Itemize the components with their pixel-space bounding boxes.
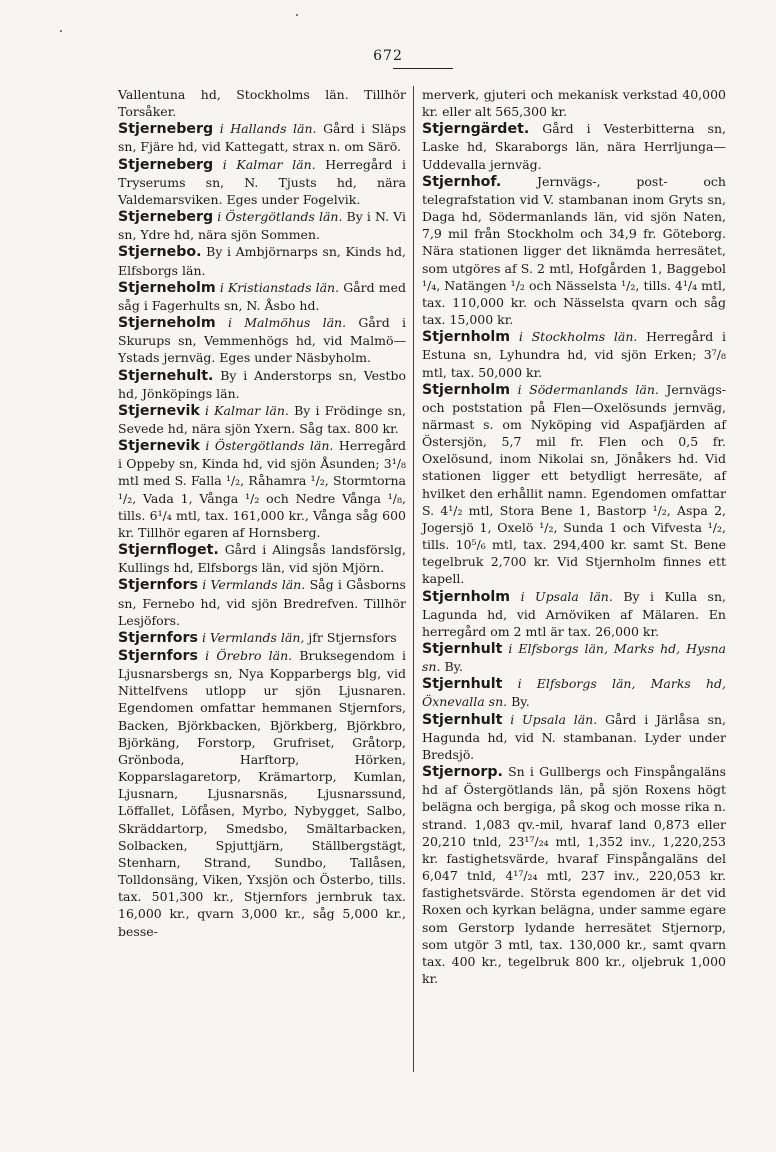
gazetteer-entry (422, 711, 726, 763)
entry-headword: Stjernfors (118, 629, 198, 646)
entry-headword: Stjernfloget. (118, 542, 219, 559)
entry-text: Vallentuna hd, Stockholms län. Tillhör Torsåker. (118, 87, 406, 120)
page-number: 672 (373, 48, 403, 64)
gazetteer-entry (118, 541, 406, 576)
entry-headword: Stjernehult. (118, 367, 214, 384)
gazetteer-entry (118, 314, 406, 366)
entry-headword: Stjernholm (422, 588, 511, 605)
entry-text: Jernvägs- och poststation på Flen—Oxelösunds jernväg, närmast s. om Nyköping vid Aspafjärden af Östersjön, 5,7 mil fr. Flen och 0,5 fr. Oxelösund, inom Nikolai sn, Jönåkers hd. Vid stationen ligger ett betydligt herresäte, af hvilket den erhållit namn. Egendomen omfattar S. 4¹/₂ mtl, Stora Bene 1, Bastorp ¹/₂, Aspa 2, Jogersjö 1, Oxelö ¹/₂, Sunda 1 och Vifvesta ¹/₂, tills. 10⁵/₆ mtl, tax. 294,400 kr. samt St. Bene tegelbruk 2,700 kr. Vid Stjernholm finnes ett kapell. (422, 381, 726, 587)
gazetteer-entry (118, 279, 406, 314)
entry-text: Herregård i Oppeby sn, Kinda hd, vid sjön Åsunden; 3¹/₈ mtl med S. Falla ¹/₂, Råhamra ¹/₂, Stormtorna ¹/₂, Vada 1, Vånga ¹/₂ och Nedre Vånga ¹/₈, tills. 6¹/₄ mtl, tax. 161,000 kr., Vånga såg 600 kr. Tillhör egaren af Hornsberg. (118, 438, 406, 540)
entry-text: By. (444, 659, 463, 675)
gazetteer-entry (118, 629, 406, 647)
entry-headword: Stjerneholm (118, 279, 216, 296)
gazetteer-entry (118, 243, 406, 278)
entry-qualifier: i Östergötlands län. (205, 438, 334, 454)
entry-headword: Stjernholm (422, 329, 511, 346)
gazetteer-entry (118, 156, 406, 208)
gazetteer-entry (422, 381, 726, 588)
entry-qualifier: i Kalmar län. (204, 402, 289, 418)
entry-qualifier: i Malmöhus län. (227, 315, 347, 331)
gazetteer-entry (118, 437, 406, 541)
entry-qualifier: i Hallands län. (219, 121, 317, 137)
entry-qualifier: i Södermanlands län. (517, 381, 659, 397)
entry-headword: Stjernebo. (118, 244, 202, 261)
entry-qualifier: i Upsala län. (520, 588, 613, 604)
entry-headword: Stjernevik (118, 438, 200, 455)
entry-headword: Stjerngärdet. (422, 121, 530, 138)
gazetteer-entry (118, 647, 406, 940)
entry-headword: Stjernevik (118, 402, 200, 419)
gazetteer-entry (118, 402, 406, 437)
entry-text: By i Anderstorps sn, Vestbo hd, Jönköpings län. (118, 367, 406, 401)
entry-text: By. (511, 694, 530, 710)
entry-text: merverk, gjuteri och mekanisk verkstad 40,000 kr. eller alt 565,300 kr. (422, 87, 726, 120)
gazetteer-entry (422, 763, 726, 987)
entry-headword: Stjernfors (118, 648, 198, 664)
entry-text: Såg i Gåsborns sn, Fernebo hd, vid sjön Bredrefven. Tillhör Lesjöfors. (118, 577, 406, 628)
left-column (118, 86, 406, 940)
entry-qualifier: i Elfsborgs län, Marks hd, Hysna sn. (422, 641, 726, 675)
entry-text: Gård i Vesterbitterna sn, Laske hd, Skaraborgs län, nära Herrljunga—Uddevalla jernväg. (422, 121, 726, 172)
entry-headword: Stjerneholm (118, 315, 216, 332)
gazetteer-entry (422, 675, 726, 710)
entry-text: By i Frödinge sn, Sevede hd, nära sjön Yxern. Såg tax. 800 kr. (118, 402, 406, 436)
entry-headword: Stjernhult (422, 711, 503, 728)
entry-text: By i Kulla sn, Lagunda hd, vid Arnöviken af Mälaren. En herregård om 2 mtl är tax. 26,000 kr. (422, 588, 726, 639)
gazetteer-entry (422, 640, 726, 675)
entry-text: Herregård i Estuna sn, Lyhundra hd, vid sjön Erken; 3⁷/₈ mtl, tax. 50,000 kr. (422, 329, 726, 380)
gazetteer-entry (118, 86, 406, 120)
entry-text: By i N. Vi sn, Ydre hd, nära sjön Sommen. (118, 209, 406, 243)
entry-text: Bruksegendom i Ljusnarsbergs sn, Nya Kopparbergs blg, vid Nittelfvens utlopp ur sjön Ljusnaren. Egendomen omfattar hemmanen Stjernfors, Backen, Björkbacken, Björkberg, Björkbro, Björkäng, Forstorp, Grufriset, Gråtorp, Grönboda, Harftorp, Hörken, Kopparslagaretorp, Krämartorp, Kumlan, Ljusnarn, Ljusnarsnäs, Ljusnarssund, Löffallet, Löfåsen, Myrbo, Nybygget, Salbo, Skräddartorp, Smedsbo, Smältarbacken, Solbacken, Spjuttjärn, Ställbergstägt, Stenharn, Strand, Sundbo, Tallåsen, Tolldonsäng, Viken, Yxsjön och Österbo, tills. tax. 501,300 kr., Stjernfors jernbruk tax. 16,000 kr., qvarn 3,000 kr., såg 5,000 kr., besse- (118, 648, 406, 939)
entry-headword: Stjerneberg (118, 121, 214, 138)
entry-headword: Stjernhult (422, 676, 503, 693)
entry-headword: Stjernhult (422, 641, 503, 657)
entry-headword: Stjerneberg (118, 156, 214, 173)
entry-text: Gård i Alingsås landsförslg, Kullings hd, Elfsborgs län, vid sjön Mjörn. (118, 542, 406, 576)
entry-text: Jernvägs-, post- och telegrafstation vid V. stambanan inom Gryts sn, Daga hd, Södermanlands län, vid sjön Naten, 7,9 mil från Stockholm och 34,9 fr. Göteborg. Nära stationen ligger det liknämda herresätet, som utgöres af S. 2 mtl, Hofgården 1, Baggebol ¹/₄, Natängen ¹/₂ och Nässelsta ¹/₂, tills. 4¹/₄ mtl, tax. 110,000 kr. och Nässelsta qvarn och såg tax. 15,000 kr. (422, 173, 726, 328)
entry-text: Gård i Järlåsa sn, Hagunda hd, vid N. stambanan. Lyder under Bredsjö. (422, 711, 727, 762)
entry-qualifier: i Östergötlands län. (217, 209, 343, 225)
entry-qualifier: i Stockholms län. (518, 329, 638, 345)
gazetteer-entry (118, 120, 406, 155)
entry-qualifier: i Vermlands län, (201, 629, 305, 645)
entry-text: Gård med såg i Fagerhults sn, N. Åsbo hd. (118, 279, 406, 313)
entry-text: Gård i Skurups sn, Vemmenhögs hd, vid Malmö—Ystads jernväg. Eges under Näsbyholm. (118, 315, 406, 366)
column-divider (413, 86, 414, 1072)
entry-text: Gård i Släps sn, Fjäre hd, vid Kattegatt, strax n. om Särö. (118, 121, 406, 155)
gazetteer-entry (422, 173, 726, 328)
entry-headword: Stjernorp. (422, 764, 503, 781)
entry-text: Sn i Gullbergs och Finspångaläns hd af Östergötlands län, på sjön Roxens högt belägna och bergiga, på skog och mosse rika n. strand. 1,083 qv.-mil, hvaraf land 0,873 eller 20,210 tnld, 23¹⁷/₂₄ mtl, 1,352 inv., 1,220,253 kr. fastighetsvärde, hvaraf Finspångaläns del 6,047 tnld, 4¹⁷/₂₄ mtl, 237 inv., 220,053 kr. fastighetsvärde. Största egendomen är det vid Roxen och kyrkan belägna, under samme egare som Gerstorp lydande herresätet Stjernorp, som utgör 3 mtl, tax. 130,000 kr., samt qvarn tax. 400 kr., tegelbruk 800 kr., oljebruk 1,000 kr. (422, 764, 726, 986)
gazetteer-entry (422, 588, 726, 640)
entry-headword: Stjernfors (118, 577, 198, 594)
entry-qualifier: i Upsala län. (510, 711, 598, 727)
gazetteer-entry (118, 367, 406, 402)
entry-qualifier: i Kristianstads län. (219, 279, 340, 295)
right-column (422, 86, 726, 987)
gazetteer-entry (422, 120, 726, 172)
gazetteer-entry (118, 208, 406, 243)
entry-text: jfr Stjernsfors (308, 629, 397, 645)
entry-qualifier: i Örebro län. (205, 648, 293, 663)
gazetteer-entry (118, 576, 406, 628)
entry-qualifier: i Kalmar län. (222, 156, 316, 172)
entry-text: By i Ambjörnarps sn, Kinds hd, Elfsborgs län. (118, 244, 406, 278)
gazetteer-entry (422, 86, 726, 120)
entry-headword: Stjerneberg (118, 209, 214, 226)
entry-headword: Stjernhof. (422, 173, 502, 190)
header-rule (393, 68, 453, 69)
entry-text: Herregård i Tryserums sn, N. Tjusts hd, nära Valdemarsviken. Eges under Fogelvik. (118, 156, 406, 207)
entry-qualifier: i Vermlands län. (202, 577, 306, 593)
entry-headword: Stjernholm (422, 381, 511, 398)
entry-qualifier: i Elfsborgs län, Marks hd, Öxnevalla sn. (422, 676, 726, 710)
gazetteer-entry (422, 328, 726, 380)
print-speck (296, 14, 298, 16)
print-speck (60, 30, 62, 32)
